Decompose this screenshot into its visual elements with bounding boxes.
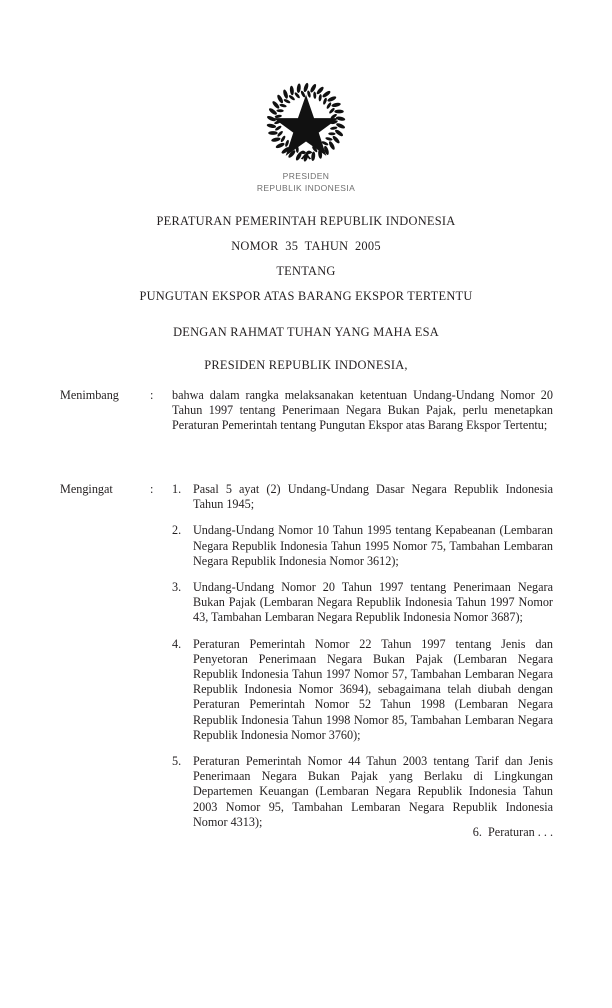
president-line: PRESIDEN REPUBLIK INDONESIA, — [204, 358, 408, 372]
mengingat-list-item — [172, 637, 553, 743]
tentang-label: TENTANG — [276, 264, 336, 278]
regulation-number: NOMOR 35 TAHUN 2005 — [231, 239, 381, 253]
document-title-block — [0, 209, 612, 309]
mengingat-colon: : — [150, 482, 154, 496]
mengingat-list — [172, 482, 553, 830]
regulation-subject: PUNGUTAN EKSPOR ATAS BARANG EKSPOR TERTENTU — [139, 289, 473, 303]
list-item-number: 4. — [172, 636, 182, 651]
emblem-block — [0, 82, 612, 194]
list-item-number: 3. — [172, 580, 182, 595]
mengingat-list-item — [172, 523, 553, 569]
list-item-text: Peraturan Pemerintah Nomor 22 Tahun 1997 tentang Jenis dan Penyetoran Penerimaan Negara Bukan Pajak (Lembaran Negara Republik Indonesia Tahun 1997 Nomor 57, Tambahan Lembaran Negara Republik Indonesia Nomor 3694), sebagaimana telah diubah dengan Peraturan Pemerintah Nomor 52 Tahun 1998 (Lembaran Negara Republik Indonesia Tahun 1998 Nomor 85, Tambahan Lembaran Negara Republik Indonesia Nomor 3760); — [193, 636, 553, 742]
list-item-number: 1. — [172, 482, 182, 496]
mengingat-section — [60, 482, 553, 830]
list-item-text: Pasal 5 ayat (2) Undang-Undang Dasar Negara Republik Indonesia Tahun 1945; — [193, 482, 553, 512]
preamble-block — [0, 316, 612, 382]
menimbang-label: Menimbang — [60, 388, 119, 402]
list-item-number: 5. — [172, 754, 182, 769]
mengingat-list-item — [172, 754, 553, 830]
list-item-text: Undang-Undang Nomor 20 Tahun 1997 tentang Penerimaan Negara Bukan Pajak (Lembaran Negara Republik Indonesia Tahun 1997 Nomor 43, Tambahan Lembaran Negara Republik Indonesia Nomor 3687); — [193, 580, 553, 625]
menimbang-colon: : — [150, 388, 154, 402]
page-title: PERATURAN PEMERINTAH REPUBLIK INDONESIA — [156, 214, 456, 228]
mengingat-list-item — [172, 482, 553, 512]
mengingat-label: Mengingat — [60, 482, 113, 496]
menimbang-section — [60, 388, 553, 434]
rahmat-line: DENGAN RAHMAT TUHAN YANG MAHA ESA — [173, 325, 439, 339]
mengingat-list-item — [172, 580, 553, 626]
mengingat-body — [172, 482, 553, 830]
emblem-caption-line1: PRESIDEN — [282, 171, 330, 181]
list-item-text: Undang-Undang Nomor 10 Tahun 1995 tentang Kepabeanan (Lembaran Negara Republik Indonesia Tahun 1995 Nomor 75, Tambahan Lembaran Negara Republik Indonesia Nomor 3612); — [193, 523, 553, 568]
page-continuation-marker: 6. Peraturan . . . — [472, 825, 553, 839]
menimbang-body — [172, 388, 553, 434]
list-item-number: 2. — [172, 523, 182, 538]
menimbang-text: bahwa dalam rangka melaksanakan ketentuan Undang-Undang Nomor 20 Tahun 1997 tentang Penerimaan Negara Bukan Pajak, perlu menetapkan Peraturan Pemerintah tentang Pungutan Ekspor atas Barang Ekspor Tertentu; — [172, 388, 553, 433]
list-item-text: Peraturan Pemerintah Nomor 44 Tahun 2003 tentang Tarif dan Jenis Penerimaan Negara Bukan Pajak yang Berlaku di Lingkungan Departemen Keuangan (Lembaran Negara Republik Indonesia Tahun 2003 Nomor 95, Tambahan Lembaran Negara Republik Indonesia Nomor 4313); — [193, 754, 553, 829]
emblem-caption — [0, 171, 612, 194]
emblem-caption-line2: REPUBLIK INDONESIA — [256, 182, 356, 193]
garuda-star-wreath-emblem — [260, 82, 352, 168]
